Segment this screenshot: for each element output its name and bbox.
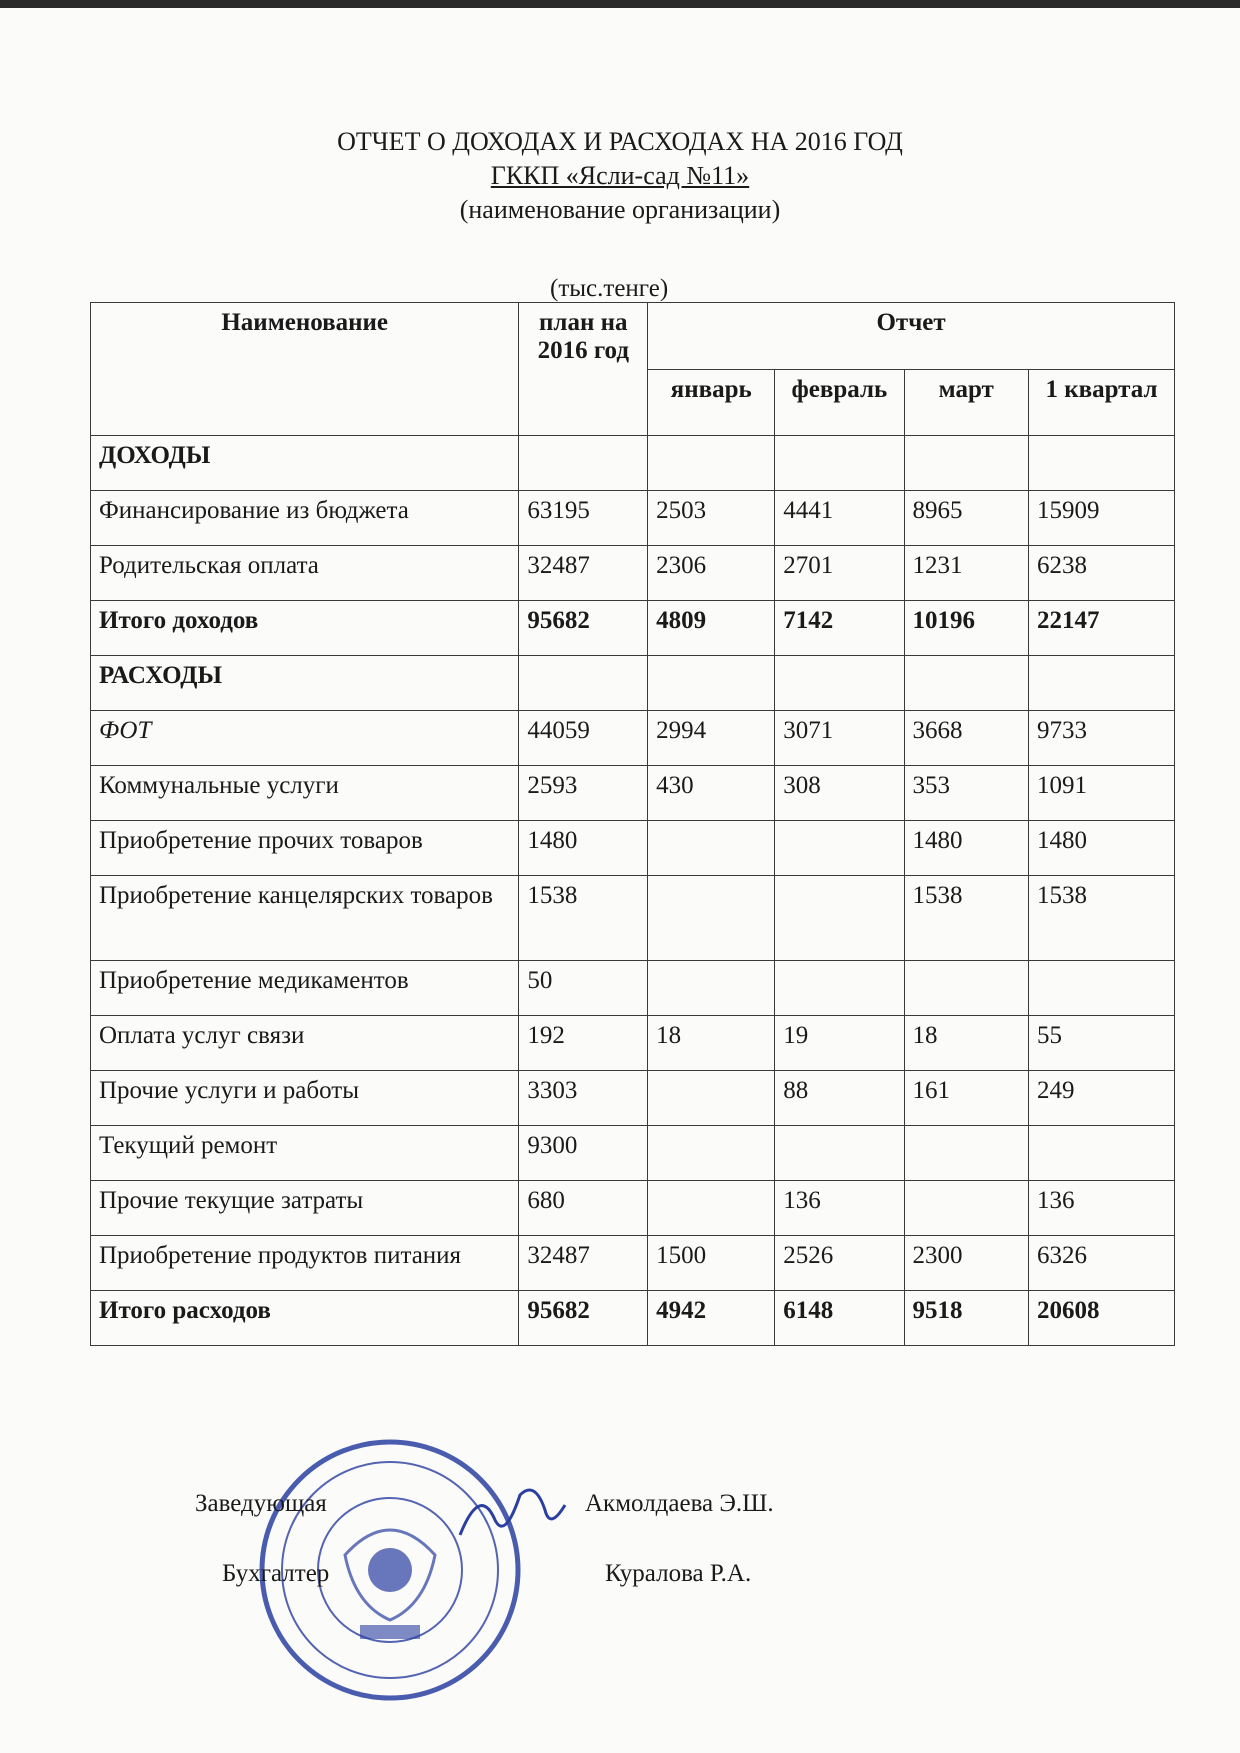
cell-plan: 9300 [519,1126,648,1181]
table-row [91,1126,1175,1181]
accountant-name: Куралова Р.А. [605,1560,752,1587]
row-label: Оплата услуг связи [91,1016,519,1071]
cell-mar: 9518 [904,1291,1028,1346]
cell-jan: 2503 [648,491,775,546]
table-row [91,1291,1175,1346]
cell-plan: 50 [519,961,648,1016]
cell-feb: 88 [775,1071,904,1126]
cell-plan: 3303 [519,1071,648,1126]
cell-plan: 32487 [519,546,648,601]
cell-q1: 15909 [1028,491,1174,546]
row-label: ФОТ [91,711,519,766]
row-label: Финансирование из бюджета [91,491,519,546]
cell-mar [904,961,1028,1016]
cell-jan [648,656,775,711]
cell-mar [904,656,1028,711]
report-body [91,436,1175,1346]
cell-feb: 2526 [775,1236,904,1291]
row-label: ДОХОДЫ [91,436,519,491]
row-label: Прочие услуги и работы [91,1071,519,1126]
cell-jan: 1500 [648,1236,775,1291]
cell-feb: 19 [775,1016,904,1071]
report-table [90,302,1175,1346]
table-row [91,711,1175,766]
cell-q1: 136 [1028,1181,1174,1236]
cell-q1: 6238 [1028,546,1174,601]
cell-plan [519,436,648,491]
head-title: Заведующая [195,1490,327,1517]
cell-plan: 1538 [519,876,648,961]
cell-mar [904,1126,1028,1181]
head-name: Акмолдаева Э.Ш. [585,1490,774,1517]
scan-top-edge [0,0,1240,8]
table-row [91,1071,1175,1126]
cell-jan: 430 [648,766,775,821]
cell-feb [775,656,904,711]
cell-q1: 9733 [1028,711,1174,766]
table-row [91,436,1175,491]
cell-mar [904,436,1028,491]
table-row [91,876,1175,961]
cell-plan: 95682 [519,1291,648,1346]
table-row [91,656,1175,711]
table-row [91,1236,1175,1291]
cell-q1 [1028,436,1174,491]
cell-mar: 8965 [904,491,1028,546]
cell-q1 [1028,656,1174,711]
cell-plan: 680 [519,1181,648,1236]
row-label: Родительская оплата [91,546,519,601]
table-row [91,601,1175,656]
title-block [0,125,1240,227]
cell-jan: 18 [648,1016,775,1071]
row-label: Приобретение канцелярских товаров [91,876,519,961]
accountant-title: Бухгалтер [222,1560,330,1587]
table-row [91,766,1175,821]
cell-jan [648,1126,775,1181]
cell-mar: 161 [904,1071,1028,1126]
cell-feb [775,876,904,961]
table-row [91,1016,1175,1071]
header-report: Отчет [648,303,1175,370]
table-row [91,961,1175,1016]
cell-plan: 2593 [519,766,648,821]
cell-q1: 6326 [1028,1236,1174,1291]
cell-q1: 55 [1028,1016,1174,1071]
row-label: Текущий ремонт [91,1126,519,1181]
cell-feb: 6148 [775,1291,904,1346]
cell-feb [775,821,904,876]
cell-q1: 1480 [1028,821,1174,876]
header-q1: 1 квартал [1028,369,1174,436]
organization-name: ГККП «Ясли-сад №11» [490,161,750,190]
header-name: Наименование [91,303,519,436]
header-plan: план на 2016 год [519,303,648,436]
cell-feb [775,436,904,491]
table-row [91,491,1175,546]
cell-mar: 10196 [904,601,1028,656]
cell-mar: 3668 [904,711,1028,766]
row-label: Прочие текущие затраты [91,1181,519,1236]
cell-q1: 1538 [1028,876,1174,961]
cell-plan: 192 [519,1016,648,1071]
cell-q1: 1091 [1028,766,1174,821]
cell-feb [775,1126,904,1181]
cell-q1 [1028,961,1174,1016]
cell-mar: 1538 [904,876,1028,961]
cell-jan [648,436,775,491]
cell-mar: 1231 [904,546,1028,601]
cell-plan: 95682 [519,601,648,656]
header-mar: март [904,369,1028,436]
row-label: РАСХОДЫ [91,656,519,711]
cell-plan: 63195 [519,491,648,546]
unit-label: (тыс.тенге) [550,275,669,302]
header-feb: февраль [775,369,904,436]
cell-q1 [1028,1126,1174,1181]
table-row [91,546,1175,601]
row-label: Приобретение продуктов питания [91,1236,519,1291]
cell-plan [519,656,648,711]
cell-q1: 22147 [1028,601,1174,656]
cell-jan: 2306 [648,546,775,601]
cell-feb: 7142 [775,601,904,656]
row-label: Приобретение медикаментов [91,961,519,1016]
cell-feb: 308 [775,766,904,821]
cell-jan [648,961,775,1016]
cell-mar: 353 [904,766,1028,821]
cell-feb: 2701 [775,546,904,601]
cell-jan: 4942 [648,1291,775,1346]
header-jan: январь [648,369,775,436]
cell-plan: 1480 [519,821,648,876]
cell-jan: 4809 [648,601,775,656]
table-row [91,821,1175,876]
cell-feb: 3071 [775,711,904,766]
cell-plan: 32487 [519,1236,648,1291]
organization-caption: (наименование организации) [459,195,781,224]
cell-mar: 2300 [904,1236,1028,1291]
cell-q1: 20608 [1028,1291,1174,1346]
row-label: Приобретение прочих товаров [91,821,519,876]
cell-mar: 18 [904,1016,1028,1071]
cell-feb: 136 [775,1181,904,1236]
cell-jan [648,821,775,876]
table-row [91,1181,1175,1236]
cell-jan [648,1071,775,1126]
report-title: ОТЧЕТ О ДОХОДАХ И РАСХОДАХ НА 2016 ГОД [337,127,903,156]
cell-jan [648,876,775,961]
cell-plan: 44059 [519,711,648,766]
cell-mar: 1480 [904,821,1028,876]
row-label: Коммунальные услуги [91,766,519,821]
cell-jan: 2994 [648,711,775,766]
cell-jan [648,1181,775,1236]
row-label: Итого расходов [91,1291,519,1346]
signatures-block [0,1490,1240,1710]
cell-mar [904,1181,1028,1236]
cell-feb: 4441 [775,491,904,546]
row-label: Итого доходов [91,601,519,656]
cell-feb [775,961,904,1016]
cell-q1: 249 [1028,1071,1174,1126]
